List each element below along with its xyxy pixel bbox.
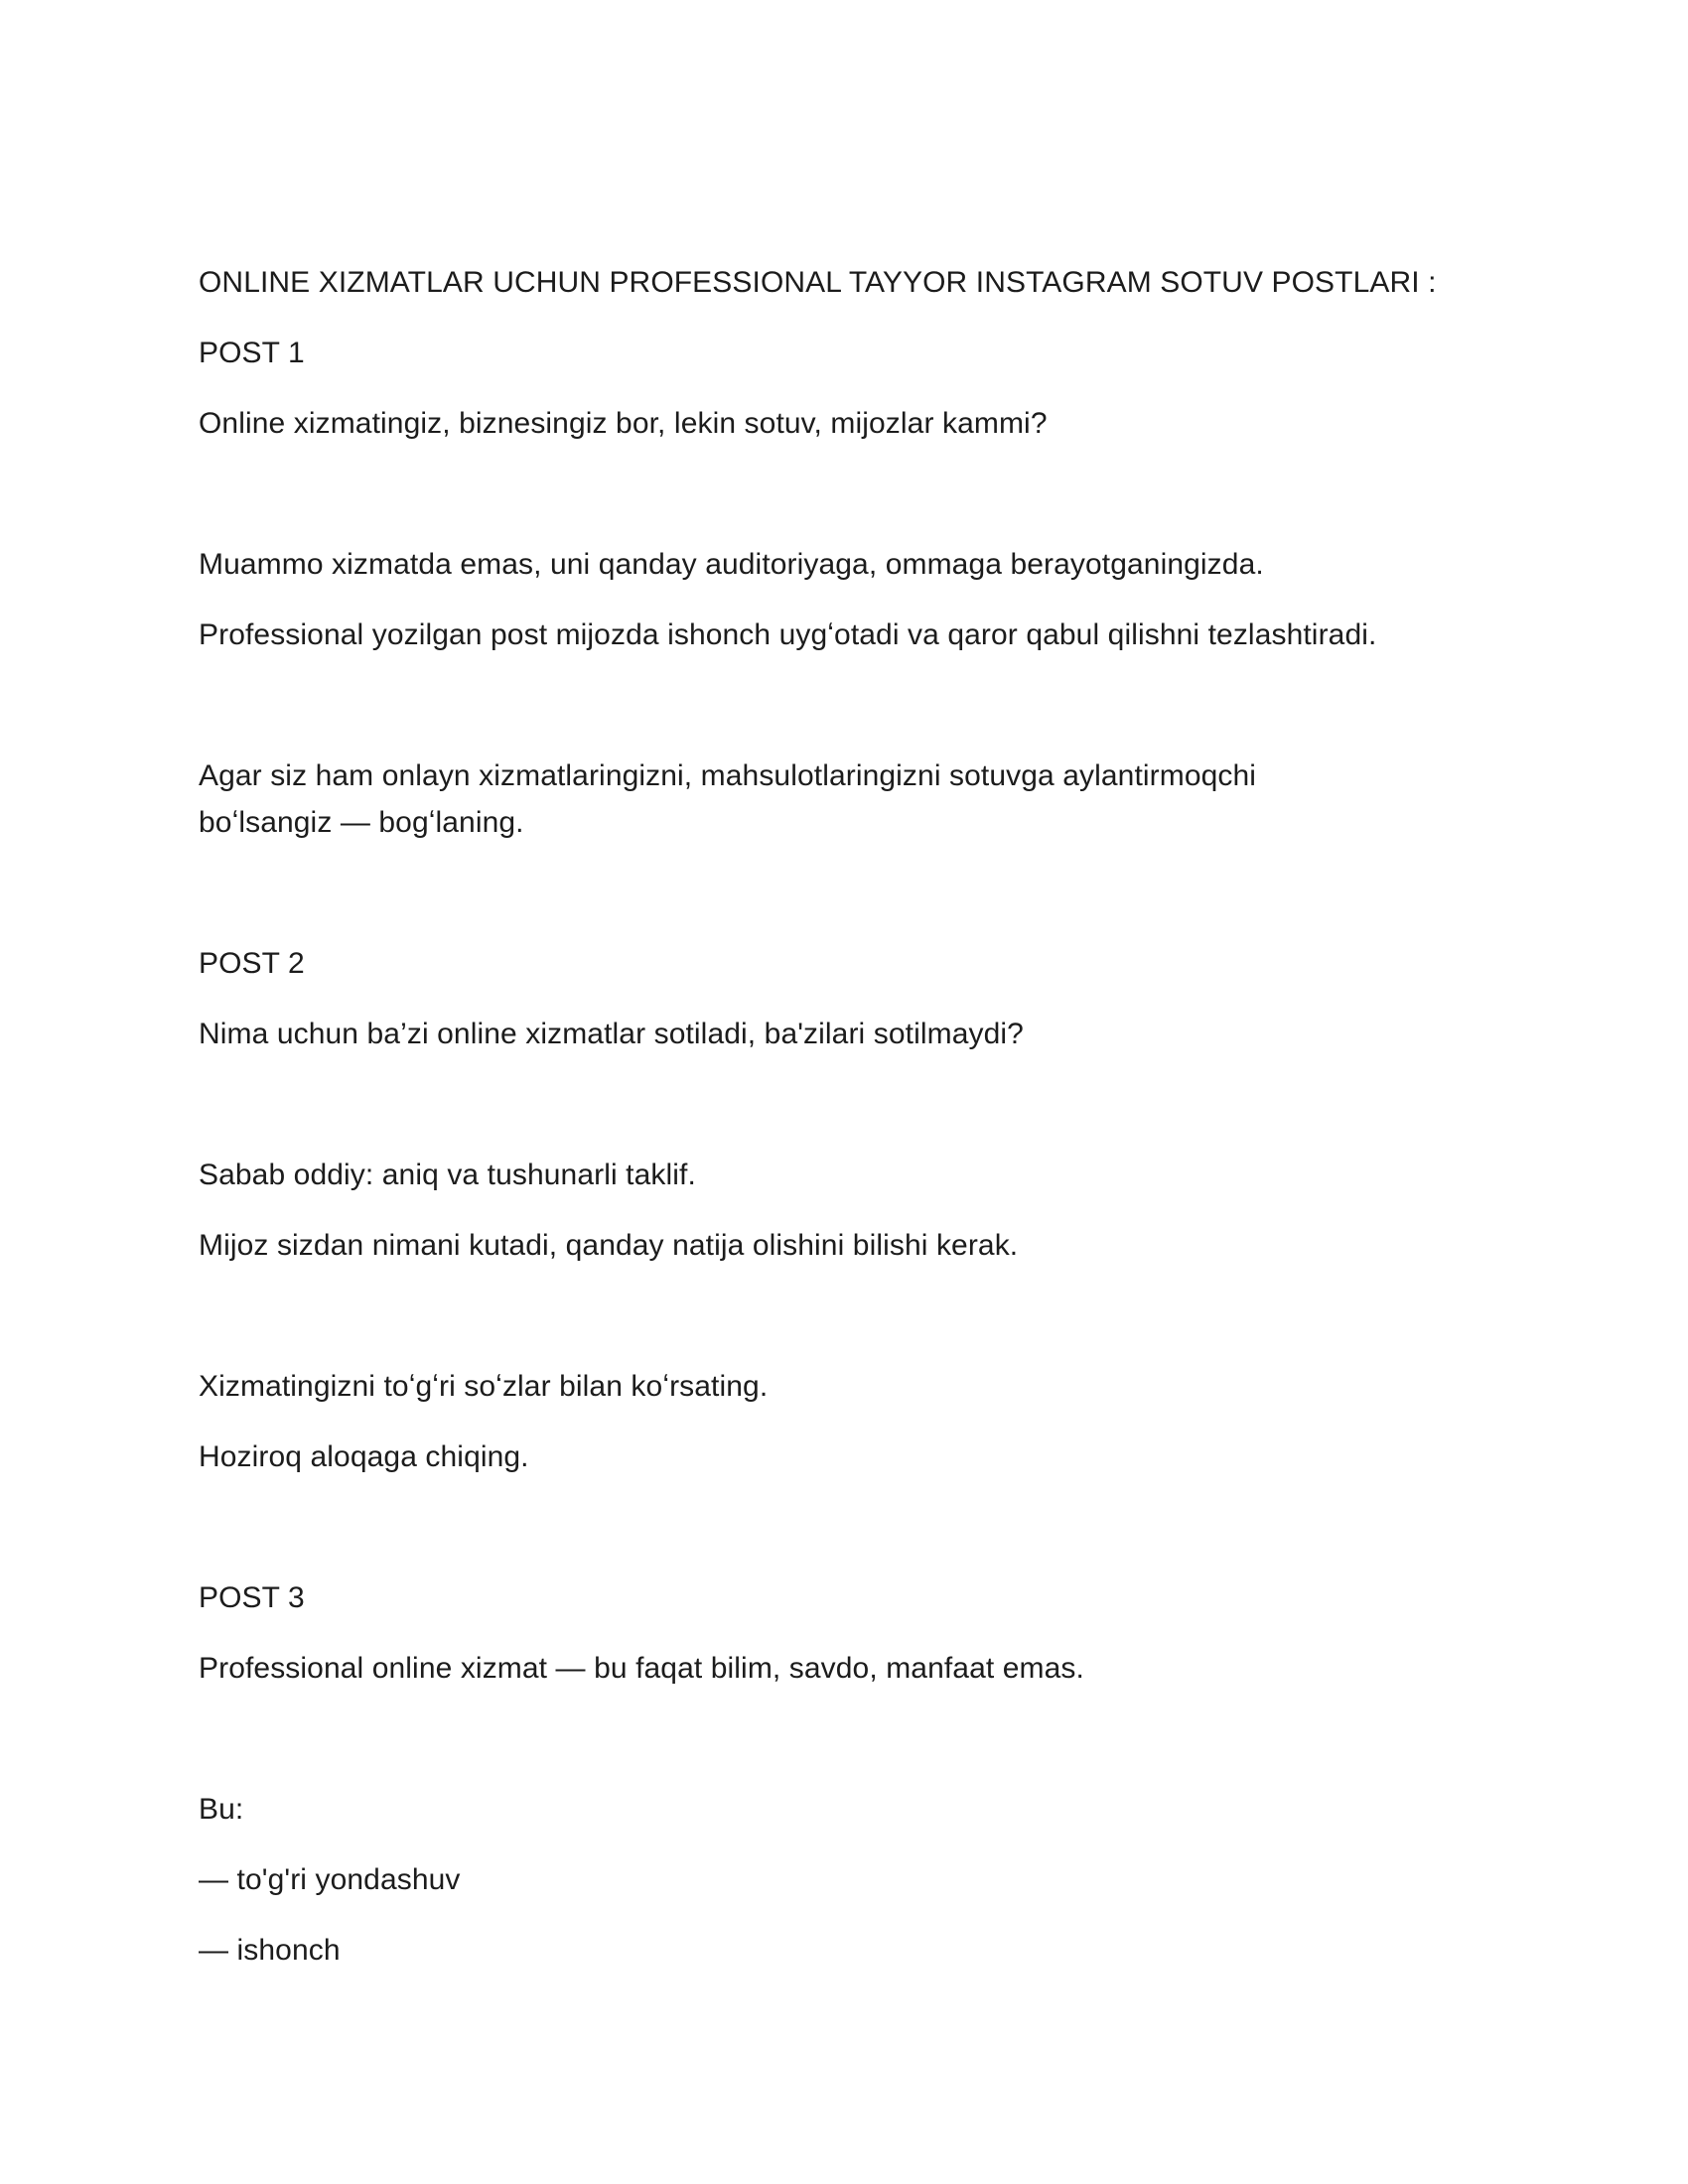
paragraph-line: boʻlsangiz — bogʻlaning. bbox=[199, 806, 524, 839]
paragraph-line: Mijoz sizdan nimani kutadi, qanday natija olishini bilishi kerak. bbox=[199, 1229, 1019, 1262]
doc-title bbox=[199, 259, 1509, 306]
blank-paragraph bbox=[199, 1715, 1509, 1762]
paragraph-line: ONLINE XIZMATLAR UCHUN PROFESSIONAL TAYYOR INSTAGRAM SOTUV POSTLARI : bbox=[199, 266, 1437, 299]
post-2-cta-1 bbox=[199, 1363, 1509, 1410]
blank-paragraph bbox=[199, 1081, 1509, 1128]
paragraph-line: Nima uchun ba’zi online xizmatlar sotiladi, ba'zilari sotilmaydi? bbox=[199, 1018, 1024, 1050]
post-1-cta bbox=[199, 752, 1509, 846]
paragraph-line: Sabab oddiy: aniq va tushunarli taklif. bbox=[199, 1159, 696, 1191]
post-2-heading bbox=[199, 940, 1509, 987]
paragraph-line: — ishonch bbox=[199, 1934, 341, 1967]
paragraph-line: Online xizmatingiz, biznesingiz bor, lekin sotuv, mijozlar kammi? bbox=[199, 407, 1048, 440]
post-2-cta-2 bbox=[199, 1433, 1509, 1480]
post-3-list-intro bbox=[199, 1786, 1509, 1833]
post-2-hook bbox=[199, 1011, 1509, 1057]
blank-paragraph bbox=[199, 471, 1509, 517]
post-1-heading bbox=[199, 330, 1509, 376]
blank-paragraph bbox=[199, 870, 1509, 916]
paragraph-line: Bu: bbox=[199, 1793, 244, 1826]
paragraph-line: Muammo xizmatda emas, uni qanday auditoriyaga, ommaga berayotganingizda. bbox=[199, 548, 1264, 581]
post-2-body-2 bbox=[199, 1222, 1509, 1269]
paragraph-line: Agar siz ham onlayn xizmatlaringizni, mahsulotlaringizni sotuvga aylantirmoqchi bbox=[199, 759, 1257, 792]
post-2-body-1 bbox=[199, 1152, 1509, 1198]
blank-paragraph bbox=[199, 682, 1509, 729]
blank-paragraph bbox=[199, 1504, 1509, 1551]
paragraph-line: Xizmatingizni toʻgʻri soʻzlar bilan koʻrsating. bbox=[199, 1370, 769, 1403]
paragraph-line: Professional yozilgan post mijozda ishonch uygʻotadi va qaror qabul qilishni tezlashtiradi. bbox=[199, 618, 1377, 651]
paragraph-line: Hoziroq aloqaga chiqing. bbox=[199, 1440, 529, 1473]
paragraph-line: — to'g'ri yondashuv bbox=[199, 1863, 461, 1896]
document-content bbox=[199, 259, 1509, 1997]
paragraph-line: Professional online xizmat — bu faqat bilim, savdo, manfaat emas. bbox=[199, 1652, 1084, 1685]
post-1-body-1 bbox=[199, 541, 1509, 588]
paragraph-line: POST 3 bbox=[199, 1581, 305, 1614]
paragraph-line: POST 2 bbox=[199, 947, 305, 980]
post-1-body-2 bbox=[199, 612, 1509, 658]
post-3-list-item-1 bbox=[199, 1856, 1509, 1903]
post-3-heading bbox=[199, 1574, 1509, 1621]
post-3-hook bbox=[199, 1645, 1509, 1692]
paragraph-line: POST 1 bbox=[199, 337, 305, 369]
post-3-list-item-2 bbox=[199, 1927, 1509, 1974]
blank-paragraph bbox=[199, 1293, 1509, 1339]
post-1-hook bbox=[199, 400, 1509, 447]
